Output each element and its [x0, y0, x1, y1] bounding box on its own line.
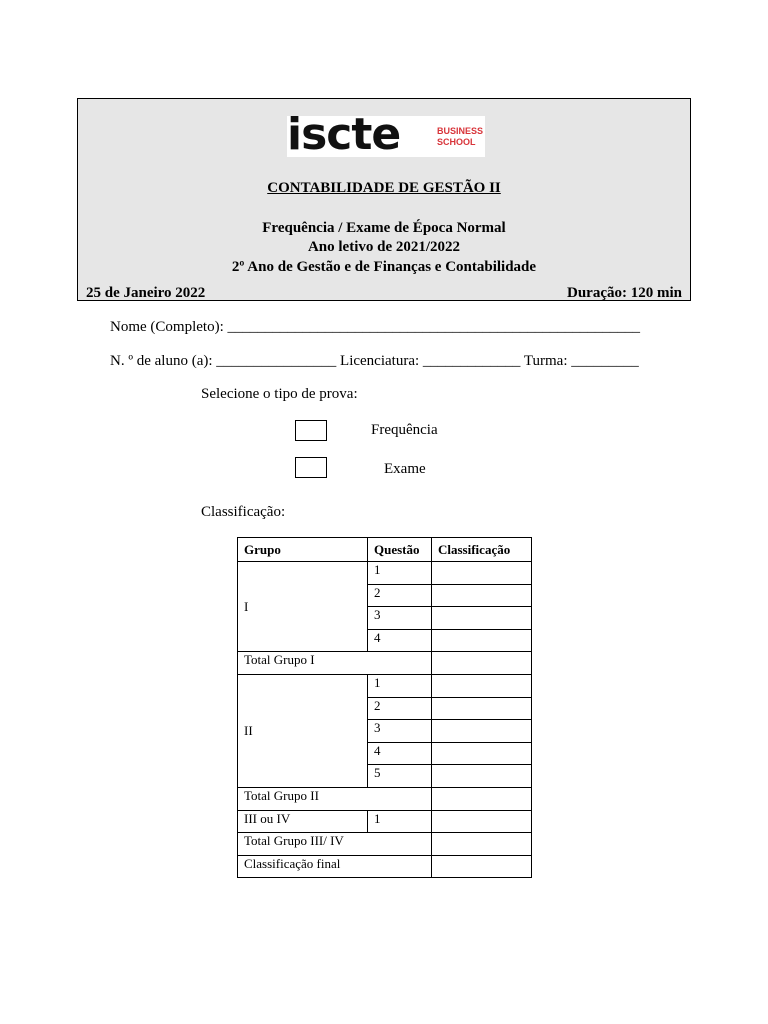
grade-cell[interactable] — [432, 607, 532, 630]
group-label: I — [238, 562, 368, 652]
grade-cell[interactable] — [432, 674, 532, 697]
grade-cell[interactable] — [432, 720, 532, 743]
group-label: III ou IV — [238, 810, 368, 833]
grade-cell[interactable] — [432, 742, 532, 765]
group-label: II — [238, 674, 368, 787]
grade-cell[interactable] — [432, 584, 532, 607]
table-row — [238, 562, 532, 585]
question-number: 1 — [368, 674, 432, 697]
classification-label: Classificação: — [201, 504, 286, 520]
grades-table — [237, 537, 532, 878]
select-label: Selecione o tipo de prova: — [201, 386, 358, 402]
final-label: Classificação final — [238, 855, 432, 878]
grade-cell[interactable] — [432, 629, 532, 652]
checkbox-exame[interactable] — [295, 457, 327, 478]
question-number: 3 — [368, 720, 432, 743]
grade-cell[interactable] — [432, 765, 532, 788]
program: 2º Ano de Gestão e de Finanças e Contabilidade — [231, 259, 537, 275]
header-classificacao: Classificação — [432, 538, 532, 562]
header-grupo: Grupo — [238, 538, 368, 562]
iscte-logo — [287, 109, 485, 160]
academic-year: Ano letivo de 2021/2022 — [307, 239, 461, 255]
exam-date: 25 de Janeiro 2022 — [86, 285, 206, 301]
option-frequencia-label: Frequência — [371, 422, 438, 438]
total-label: Total Grupo III/ IV — [238, 833, 432, 856]
total-label: Total Grupo II — [238, 787, 432, 810]
student-info-field[interactable]: N. º de aluno (a): ________________ Licenciatura: _____________ Turma: _________ — [110, 353, 639, 369]
grade-cell[interactable] — [432, 833, 532, 856]
question-number: 5 — [368, 765, 432, 788]
grade-cell[interactable] — [432, 787, 532, 810]
grade-cell[interactable] — [432, 562, 532, 585]
course-title: CONTABILIDADE DE GESTÃO II — [267, 180, 501, 196]
option-exame-label: Exame — [384, 461, 426, 477]
header-box — [77, 98, 691, 301]
table-row — [238, 652, 532, 675]
question-number: 1 — [368, 810, 432, 833]
name-field[interactable]: Nome (Completo): _______________________________________________________ — [110, 319, 640, 335]
table-row — [238, 787, 532, 810]
logo-word: iscte — [287, 109, 401, 160]
grade-cell[interactable] — [432, 810, 532, 833]
table-header-row — [238, 538, 532, 562]
exam-type: Frequência / Exame de Época Normal — [262, 220, 506, 236]
question-number: 3 — [368, 607, 432, 630]
question-number: 4 — [368, 629, 432, 652]
grade-cell[interactable] — [432, 652, 532, 675]
grade-cell[interactable] — [432, 855, 532, 878]
table-row — [238, 855, 532, 878]
table-row — [238, 810, 532, 833]
table-row — [238, 833, 532, 856]
grade-cell[interactable] — [432, 697, 532, 720]
table-row — [238, 674, 532, 697]
checkbox-frequencia[interactable] — [295, 420, 327, 441]
logo-subtitle: BUSINESS SCHOOL — [437, 126, 484, 147]
header-questao: Questão — [368, 538, 432, 562]
total-label: Total Grupo I — [238, 652, 432, 675]
question-number: 2 — [368, 584, 432, 607]
question-number: 4 — [368, 742, 432, 765]
question-number: 2 — [368, 697, 432, 720]
question-number: 1 — [368, 562, 432, 585]
exam-duration: Duração: 120 min — [567, 285, 682, 301]
